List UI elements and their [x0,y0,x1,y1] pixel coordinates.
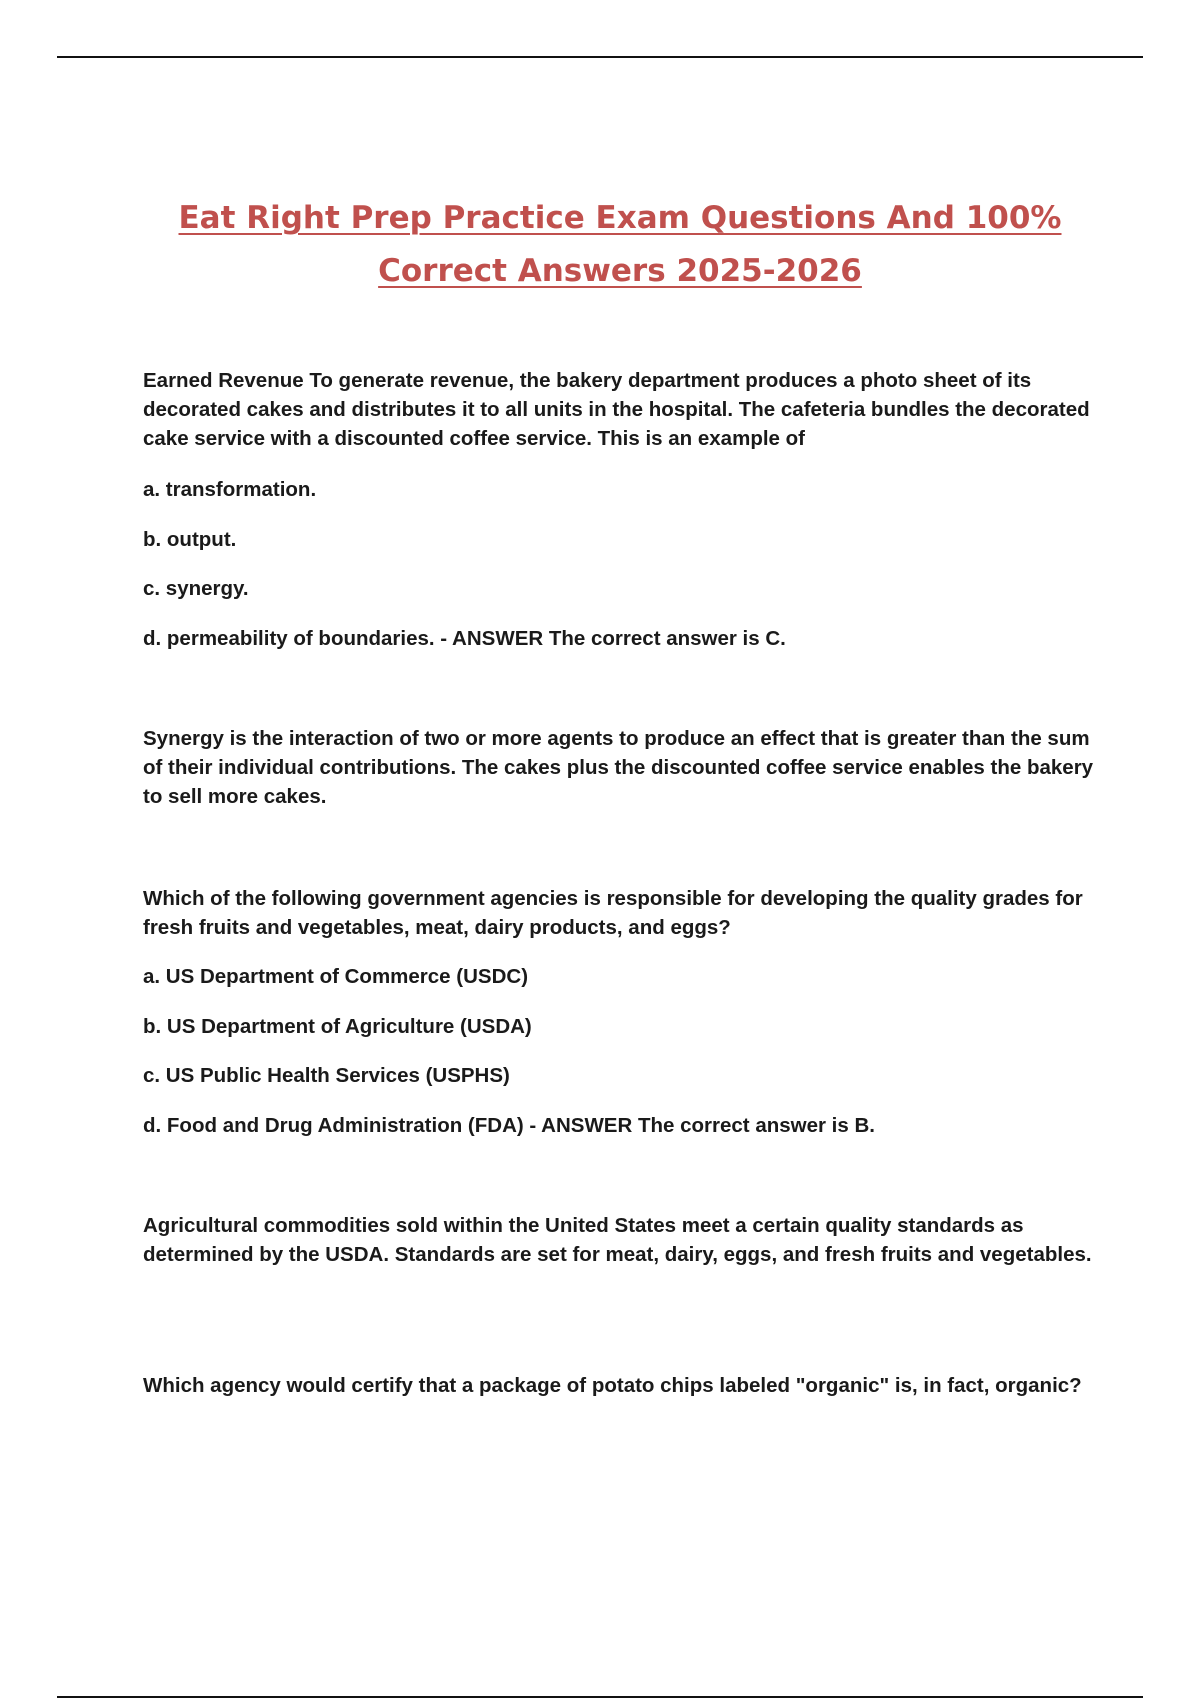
question-1-option-c: c. synergy. [143,577,249,600]
title-line-1: Eat Right Prep Practice Exam Questions And 100% [178,200,1062,236]
question-1-option-a: a. transformation. [143,478,317,501]
question-2-option-b: b. US Department of Agriculture (USDA) [143,1015,532,1038]
question-2-stem: Which of the following government agencies is responsible for developing the quality grades for fresh fruits and vegetables, meat, dairy products, and eggs? [143,887,1083,939]
question-1-stem: Earned Revenue To generate revenue, the bakery department produces a photo sheet of its decorated cakes and distributes it to all units in the hospital. The cafeteria bundles the decorated cake service with a discounted coffee service. This is an example of [143,369,1090,450]
title-line-2: Correct Answers 2025-2026 [378,253,862,289]
question-1-explanation: Synergy is the interaction of two or more agents to produce an effect that is greater than the sum of their individual contributions. The cakes plus the discounted coffee service enables the bakery to sell more cakes. [143,727,1094,808]
question-3-stem: Which agency would certify that a package of potato chips labeled "organic" is, in fact, organic? [143,1374,1082,1397]
question-1-option-d-answer: d. permeability of boundaries. - ANSWER The correct answer is C. [143,627,786,650]
document-title [60,192,1180,298]
question-1-option-b: b. output. [143,528,237,551]
question-2-explanation: Agricultural commodities sold within the United States meet a certain quality standards as determined by the USDA. Standards are set for meat, dairy, eggs, and fresh fruits and vegetables. [143,1214,1092,1266]
header-rule [57,56,1143,58]
question-2-option-c: c. US Public Health Services (USPHS) [143,1064,510,1087]
question-2-option-a: a. US Department of Commerce (USDC) [143,965,529,988]
question-2-option-d-answer: d. Food and Drug Administration (FDA) - ANSWER The correct answer is B. [143,1114,875,1137]
footer-rule [57,1696,1143,1698]
